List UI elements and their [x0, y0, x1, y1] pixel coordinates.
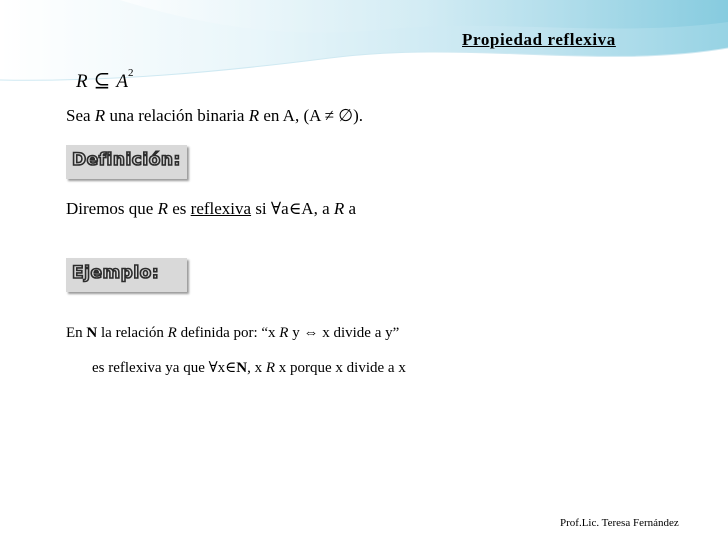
reflexiva-term: reflexiva — [190, 199, 252, 218]
formula-relation: R — [76, 71, 88, 92]
example-line-2: es reflexiva ya que ∀x∈N, x R x porque x divide a x — [92, 360, 406, 376]
intro-line: Sea R una relación binaria R en A, (A ≠ ∅). — [66, 106, 364, 125]
formula-exponent: 2 — [127, 66, 134, 79]
subset-formula — [76, 68, 133, 93]
example-tag — [66, 258, 187, 292]
example-tag-label: Ejemplo: — [72, 263, 160, 283]
slide-title: Propiedad reflexiva — [462, 30, 616, 49]
subset-symbol: ⊆ — [93, 70, 111, 92]
definition-line: Diremos que R es reflexiva si ∀a∈A, a R a — [66, 199, 357, 218]
definition-tag-label: Definición: — [72, 150, 181, 170]
example-line-1: En N la relación R definida por: “x R y ⇔ x divide a y” — [66, 325, 400, 341]
author-footer: Prof.Lic. Teresa Fernández — [560, 517, 679, 529]
formula-set: A — [116, 71, 128, 92]
definition-tag — [66, 145, 187, 179]
